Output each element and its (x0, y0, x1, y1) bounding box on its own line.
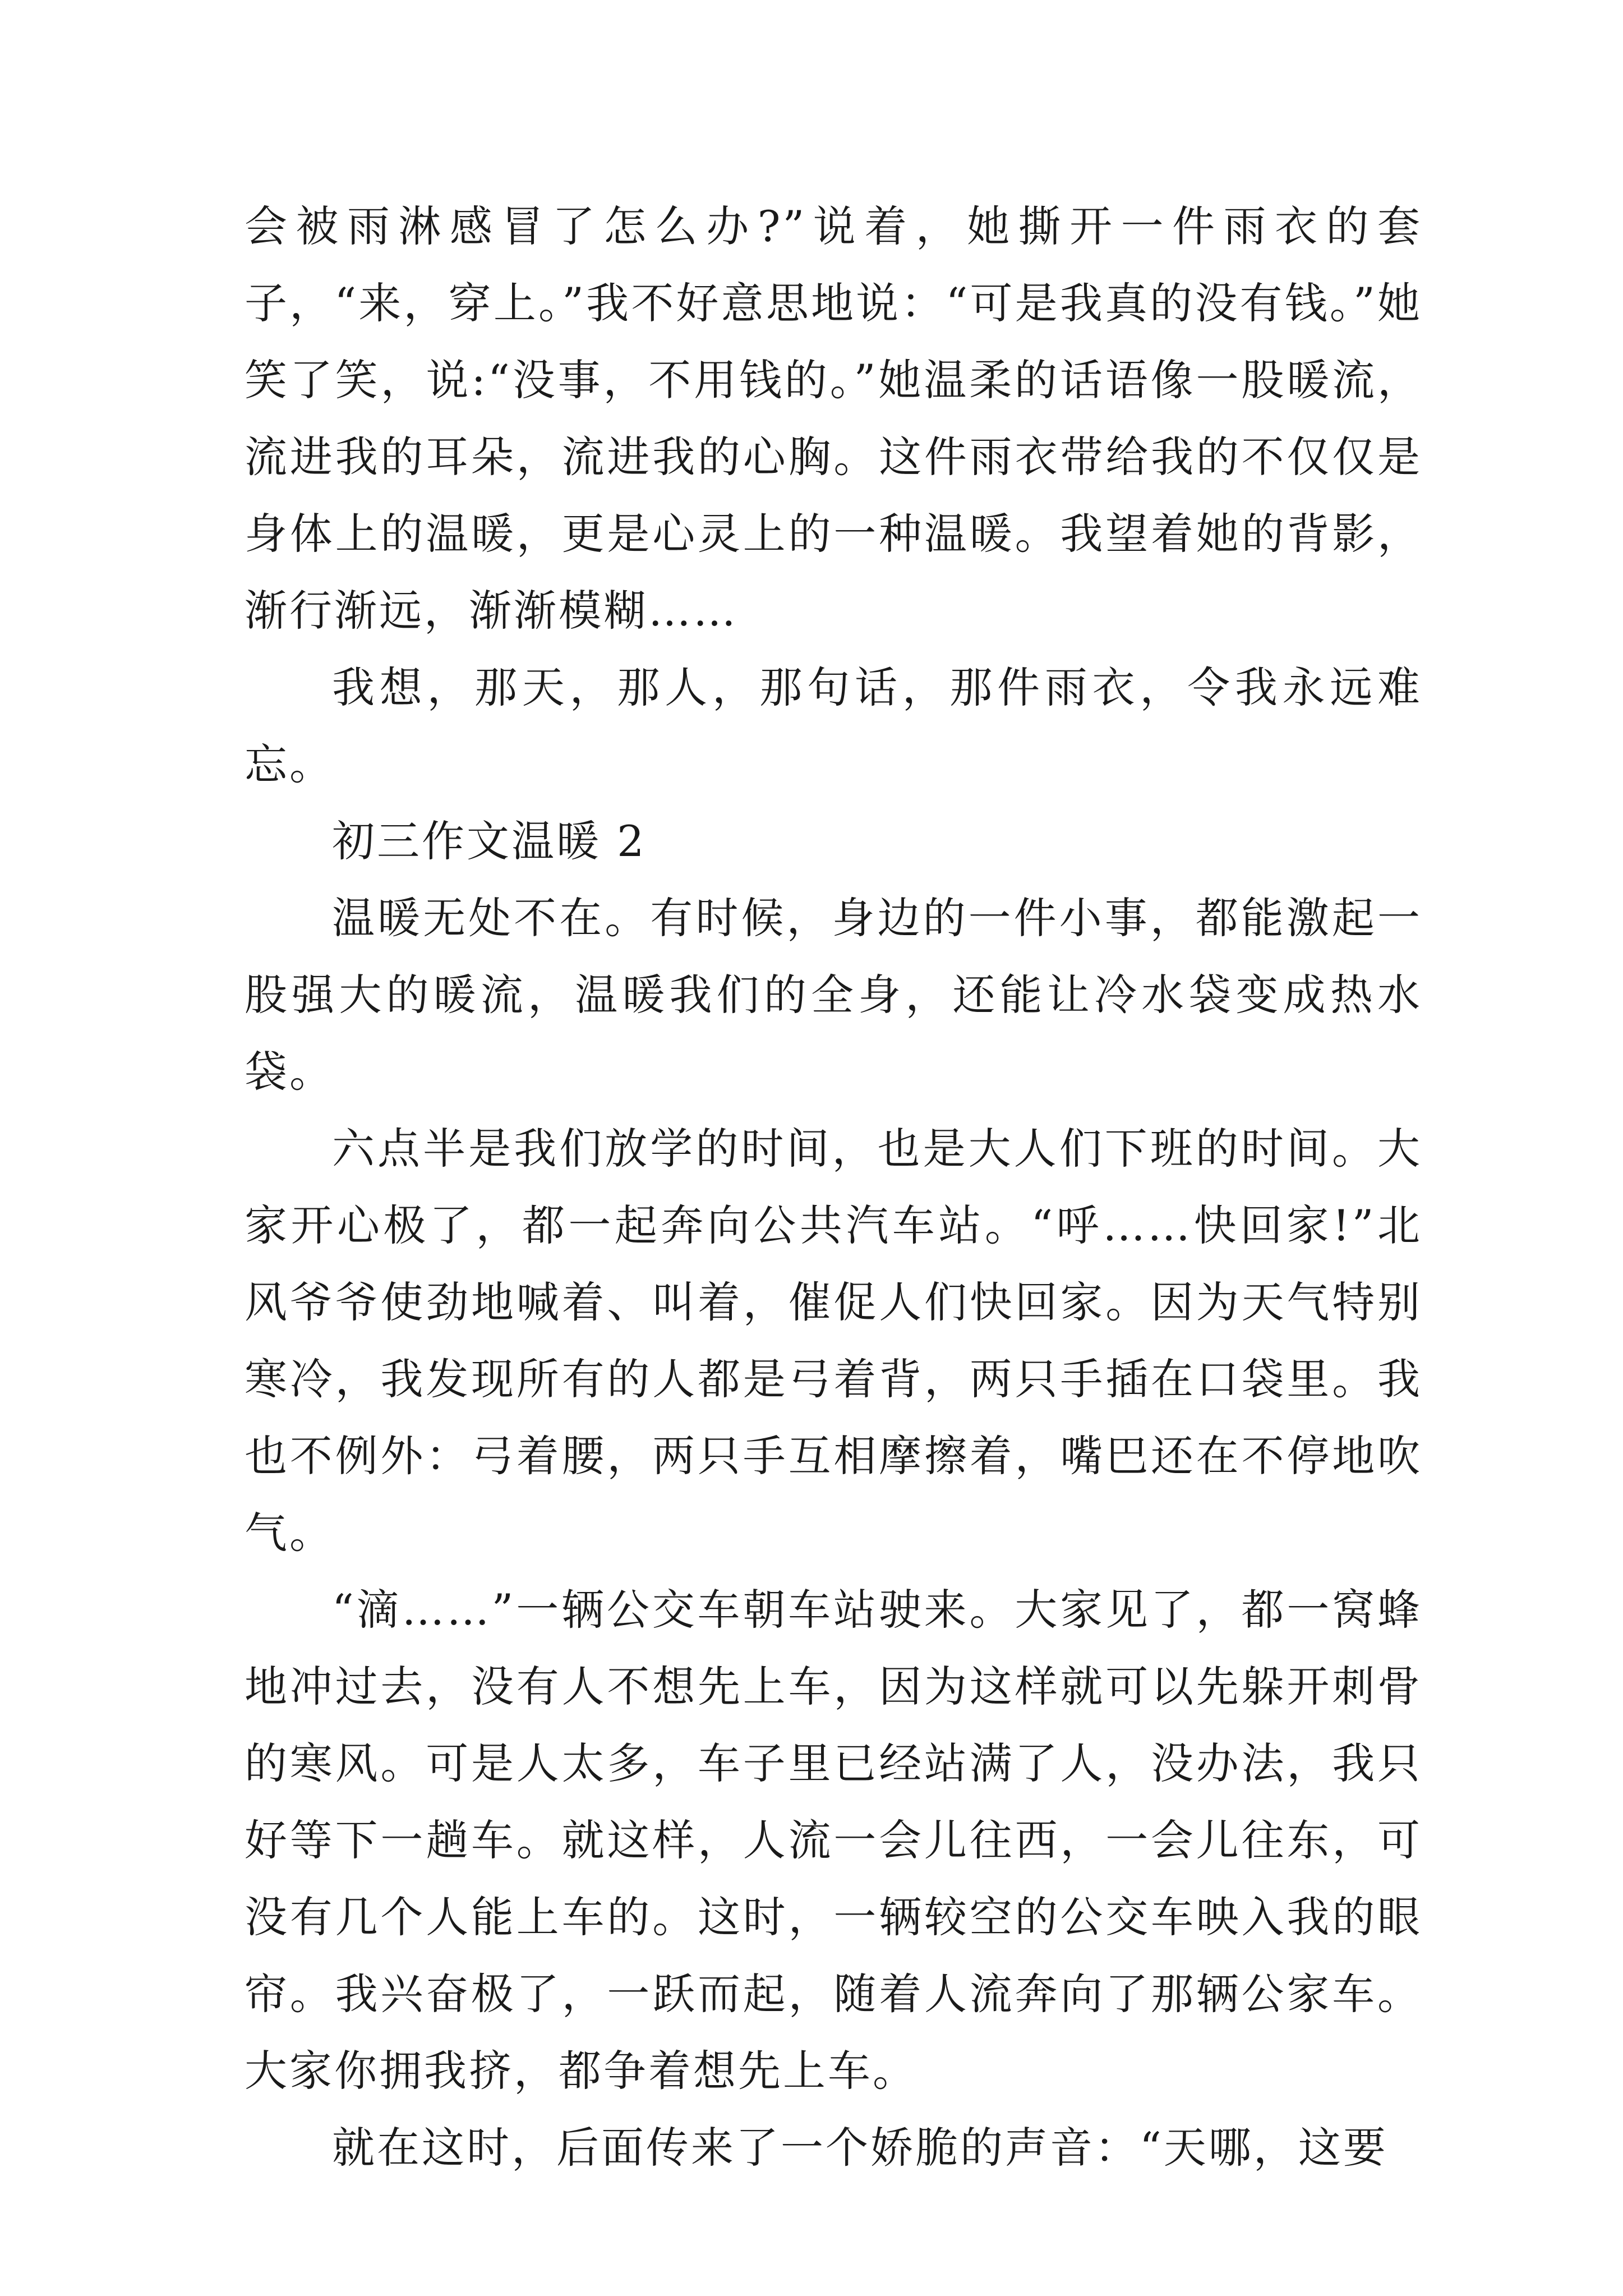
paragraph-voice-behind: 就在这时，后面传来了一个娇脆的声音：“天哪，这要 (332, 2123, 1388, 2173)
document-body (245, 188, 1422, 2186)
paragraph-bus-arrives: “滴……”一辆公交车朝车站驶来。大家见了，都一窝蜂地冲过去，没有人不想先上车，因为这样就可以先躲开刺骨的寒风。可是人太多，车子里已经站满了人，没办法，我只好等下一趟车。就这样，人流一会儿往西，一会儿往东，可没有几个人能上车的。这时，一辆较空的公交车映入我的眼帘。我兴奋极了，一跃而起，随着人流奔向了那辆公家车。大家你拥我挤，都争着想先上车。 (245, 1585, 1422, 2096)
paragraph-raincoat-story: 会被雨淋感冒了怎么办?”说着，她撕开一件雨衣的套子，“来，穿上。”我不好意思地说：“可是我真的没有钱。”她笑了笑，说:“没事，不用钱的。”她温柔的话语像一股暖流，流进我的耳朵，流进我的心胸。这件雨衣带给我的不仅仅是身体上的温暖，更是心灵上的一种温暖。我望着她的背影，渐行渐远，渐渐模糊…… (245, 201, 1422, 636)
paragraph-after-school: 六点半是我们放学的时间，也是大人们下班的时间。大家开心极了，都一起奔向公共汽车站。“呼……快回家!”北风爷爷使劲地喊着、叫着，催促人们快回家。因为天气特别寒冷，我发现所有的人都是弓着背，两只手插在口袋里。我也不例外：弓着腰，两只手互相摩擦着，嘴巴还在不停地吹气。 (245, 1124, 1422, 1558)
paragraph-warmth-everywhere: 温暖无处不在。有时候，身边的一件小事，都能激起一股强大的暖流，温暖我们的全身，还能让冷水袋变成热水袋。 (245, 893, 1422, 1097)
essay-title: 初三作文温暖 2 (332, 816, 647, 866)
paragraph-unforgettable: 我想，那天，那人，那句话，那件雨衣，令我永远难忘。 (245, 662, 1422, 789)
